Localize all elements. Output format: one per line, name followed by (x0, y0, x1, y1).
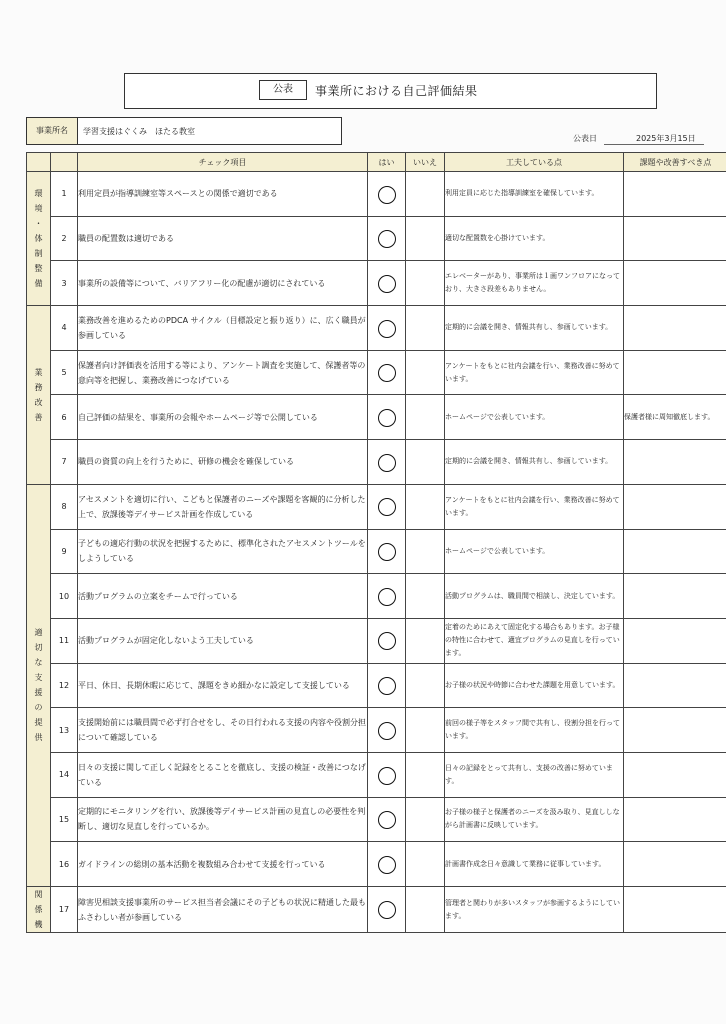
title-box (124, 73, 657, 109)
category-char: な (34, 658, 43, 668)
effort-text: ホームページで公表しています。 (445, 395, 624, 440)
category-label (35, 365, 43, 425)
row-number: 3 (51, 261, 78, 306)
issue-text (624, 663, 726, 708)
yes-circle-mark (378, 454, 396, 472)
yes-circle-mark (378, 901, 396, 919)
category-char: 改 (34, 397, 43, 407)
yes-cell (368, 484, 406, 529)
category-char: 務 (34, 382, 43, 392)
effort-text: アンケートをもとに社内会議を行い、業務改善に努めています。 (445, 350, 624, 395)
row-number: 4 (51, 306, 78, 351)
issue-text (624, 261, 726, 306)
yes-cell (368, 350, 406, 395)
page-title: 事業所における自己評価結果 (315, 84, 478, 98)
yes-cell (368, 752, 406, 797)
no-cell (406, 484, 445, 529)
category-char: 体 (34, 234, 43, 244)
effort-text: お子様の状況や時節に合わせた課題を用意しています。 (445, 663, 624, 708)
table-row (27, 797, 726, 842)
category-cell (27, 172, 51, 306)
check-item-text: 自己評価の結果を、事業所の会報やホームページ等で公開している (78, 395, 368, 440)
row-number: 17 (51, 887, 78, 933)
row-number: 14 (51, 752, 78, 797)
table-row (27, 574, 726, 619)
table-row (27, 350, 726, 395)
effort-text: 日々の記録をとって共有し、支援の改善に努めています。 (445, 752, 624, 797)
no-cell (406, 752, 445, 797)
effort-text: 利用定員に応じた指導訓練室を確保しています。 (445, 172, 624, 217)
yes-cell (368, 529, 406, 574)
no-cell (406, 172, 445, 217)
yes-circle-mark (378, 364, 396, 382)
yes-cell (368, 663, 406, 708)
category-cell (27, 306, 51, 485)
no-cell (406, 529, 445, 574)
table-row (27, 216, 726, 261)
category-char: 援 (34, 688, 43, 698)
category-char: 境 (34, 204, 43, 214)
table-row (27, 484, 726, 529)
check-item-text: 利用定員が指導訓練室等スペースとの関係で適切である (78, 172, 368, 217)
row-number: 15 (51, 797, 78, 842)
yes-cell (368, 261, 406, 306)
table-row (27, 887, 726, 933)
row-number: 5 (51, 350, 78, 395)
table-row (27, 529, 726, 574)
category-char: 制 (34, 249, 43, 259)
yes-circle-mark (378, 677, 396, 695)
table-row (27, 618, 726, 663)
issue-text (624, 618, 726, 663)
yes-circle-mark (378, 632, 396, 650)
check-item-text: 定期的にモニタリングを行い、放課後等デイサービス計画の見直しの必要性を判断し、適切な見直しを行っているか。 (78, 797, 368, 842)
yes-circle-mark (378, 230, 396, 248)
effort-text: エレベーターがあり、事業所は１画ワンフロアになっており、大きさ段差もありません。 (445, 261, 624, 306)
row-number: 2 (51, 216, 78, 261)
row-number: 7 (51, 440, 78, 485)
category-char: 環 (34, 189, 43, 199)
no-cell (406, 618, 445, 663)
check-item-text: 子どもの適応行動の状況を把握するために、標準化されたアセスメントツールをしようしている (78, 529, 368, 574)
table-row (27, 708, 726, 753)
row-number: 9 (51, 529, 78, 574)
yes-circle-mark (378, 767, 396, 785)
check-item-text: 職員の資質の向上を行うために、研修の機会を確保している (78, 440, 368, 485)
yes-cell (368, 797, 406, 842)
no-cell (406, 842, 445, 887)
office-name: 学習支援はぐくみ ほたる教室 (83, 127, 195, 136)
row-number: 12 (51, 663, 78, 708)
check-item-text: 支援開始前には職員間で必ず打合せをし、その日行われる支援の内容や役割分担について確認している (78, 708, 368, 753)
evaluation-table (26, 152, 726, 933)
issue-text: 保護者様に周知徹底します。 (624, 395, 726, 440)
category-char: 備 (34, 279, 43, 289)
check-item-text: アセスメントを適切に行い、こどもと保護者のニーズや課題を客観的に分析した上で、放課後等デイサービス計画を作成している (78, 484, 368, 529)
no-cell (406, 261, 445, 306)
category-char: 適 (34, 628, 43, 638)
table-row (27, 663, 726, 708)
yes-cell (368, 395, 406, 440)
table-row (27, 842, 726, 887)
yes-circle-mark (378, 320, 396, 338)
yes-cell (368, 887, 406, 933)
check-item-text: 業務改善を進めるためのPDCA サイクル（目標設定と振り返り）に、広く職員が参画している (78, 306, 368, 351)
issue-text (624, 529, 726, 574)
row-number: 10 (51, 574, 78, 619)
effort-text: 定期的に会議を開き、情報共有し、参画しています。 (445, 306, 624, 351)
effort-text: 定着のためにあえて固定化する場合もあります。お子様の特性に合わせて、適宜プログラムの見直しを行っています。 (445, 618, 624, 663)
category-label (35, 625, 43, 745)
public-badge: 公表 (259, 80, 307, 100)
check-item-text: 活動プログラムの立案をチームで行っている (78, 574, 368, 619)
issue-text (624, 306, 726, 351)
yes-cell (368, 574, 406, 619)
row-number: 13 (51, 708, 78, 753)
office-label: 事業所名 (27, 118, 78, 144)
effort-text: ホームページで公表しています。 (445, 529, 624, 574)
category-char: 整 (34, 264, 43, 274)
yes-circle-mark (378, 856, 396, 874)
check-item-text: 日々の支援に関して正しく記録をとることを徹底し、支援の検証・改善につなげている (78, 752, 368, 797)
effort-text: 活動プログラムは、職員間で相談し、決定しています。 (445, 574, 624, 619)
yes-circle-mark (378, 186, 396, 204)
issue-text (624, 440, 726, 485)
row-number: 8 (51, 484, 78, 529)
yes-circle-mark (378, 722, 396, 740)
publication-date: 2025年3月15日 (636, 134, 696, 143)
issue-text (624, 350, 726, 395)
yes-cell (368, 172, 406, 217)
no-cell (406, 216, 445, 261)
check-item-text: 平日、休日、長期休暇に応じて、課題をきめ細かなに設定して支援している (78, 663, 368, 708)
no-cell (406, 440, 445, 485)
table-header-row (27, 153, 726, 172)
issue-text (624, 752, 726, 797)
publication-underline (604, 144, 704, 145)
office-box (26, 117, 342, 145)
no-cell (406, 395, 445, 440)
no-cell (406, 574, 445, 619)
yes-cell (368, 842, 406, 887)
effort-text: アンケートをもとに社内会議を行い、業務改善に努めています。 (445, 484, 624, 529)
category-char: 関 (34, 890, 43, 899)
check-item-text: 活動プログラムが固定化しないよう工夫している (78, 618, 368, 663)
row-number: 11 (51, 618, 78, 663)
yes-circle-mark (378, 811, 396, 829)
header-issue: 課題や改善すべき点 (624, 153, 726, 172)
category-char: 供 (34, 733, 43, 743)
effort-text: 前回の様子等をスタッフ間で共有し、役割分担を行っています。 (445, 708, 624, 753)
issue-text (624, 708, 726, 753)
no-cell (406, 663, 445, 708)
category-char: 支 (34, 673, 43, 683)
row-number: 1 (51, 172, 78, 217)
table-row (27, 395, 726, 440)
category-char: ・ (34, 219, 43, 229)
issue-text (624, 797, 726, 842)
yes-cell (368, 618, 406, 663)
issue-text (624, 216, 726, 261)
no-cell (406, 708, 445, 753)
publication-label: 公表日 (573, 134, 597, 143)
category-char: 機 (34, 920, 43, 929)
effort-text: 計画書作成念日々意識して業務に従事しています。 (445, 842, 624, 887)
table-row (27, 306, 726, 351)
header-number-cell (51, 153, 78, 172)
category-label (35, 186, 43, 291)
table-row (27, 752, 726, 797)
yes-cell (368, 306, 406, 351)
no-cell (406, 350, 445, 395)
header-check-item: チェック項目 (78, 153, 368, 172)
table-row (27, 172, 726, 217)
yes-circle-mark (378, 275, 396, 293)
category-cell (27, 484, 51, 886)
effort-text: お子様の様子と保護者のニーズを汲み取り、見直ししながら計画書に反映しています。 (445, 797, 624, 842)
issue-text (624, 172, 726, 217)
category-char: の (34, 703, 43, 713)
category-cell (27, 887, 51, 933)
no-cell (406, 887, 445, 933)
yes-circle-mark (378, 409, 396, 427)
header-category-cell (27, 153, 51, 172)
header-no: いいえ (406, 153, 445, 172)
yes-circle-mark (378, 588, 396, 606)
table-body (27, 172, 726, 933)
check-item-text: ガイドラインの総則の基本活動を複数組み合わせて支援を行っている (78, 842, 368, 887)
category-char: 提 (34, 718, 43, 728)
category-char: 業 (34, 367, 43, 377)
category-char: 係 (34, 905, 43, 914)
issue-text (624, 842, 726, 887)
yes-circle-mark (378, 498, 396, 516)
header-effort: 工夫している点 (445, 153, 624, 172)
no-cell (406, 797, 445, 842)
effort-text: 定期的に会議を開き、情報共有し、参画しています。 (445, 440, 624, 485)
row-number: 16 (51, 842, 78, 887)
table-row (27, 440, 726, 485)
category-char: 切 (34, 643, 43, 653)
table-row (27, 261, 726, 306)
row-number: 6 (51, 395, 78, 440)
header-yes: はい (368, 153, 406, 172)
issue-text (624, 887, 726, 933)
yes-cell (368, 440, 406, 485)
check-item-text: 保護者向け評価表を活用する等により、アンケート調査を実施して、保護者等の意向等を把握し、業務改善につなげている (78, 350, 368, 395)
effort-text: 管理者と関わりが多いスタッフが参画するようにしています。 (445, 887, 624, 933)
yes-cell (368, 708, 406, 753)
category-label (35, 887, 43, 932)
check-item-text: 事業所の設備等について、バリアフリー化の配慮が適切にされている (78, 261, 368, 306)
issue-text (624, 484, 726, 529)
category-char: 善 (34, 412, 43, 422)
effort-text: 適切な配置数を心掛けています。 (445, 216, 624, 261)
no-cell (406, 306, 445, 351)
yes-cell (368, 216, 406, 261)
issue-text (624, 574, 726, 619)
yes-circle-mark (378, 543, 396, 561)
check-item-text: 障害児相談支援事業所のサービス担当者会議にその子どもの状況に精通した最もふさわしい者が参画している (78, 887, 368, 933)
check-item-text: 職員の配置数は適切である (78, 216, 368, 261)
